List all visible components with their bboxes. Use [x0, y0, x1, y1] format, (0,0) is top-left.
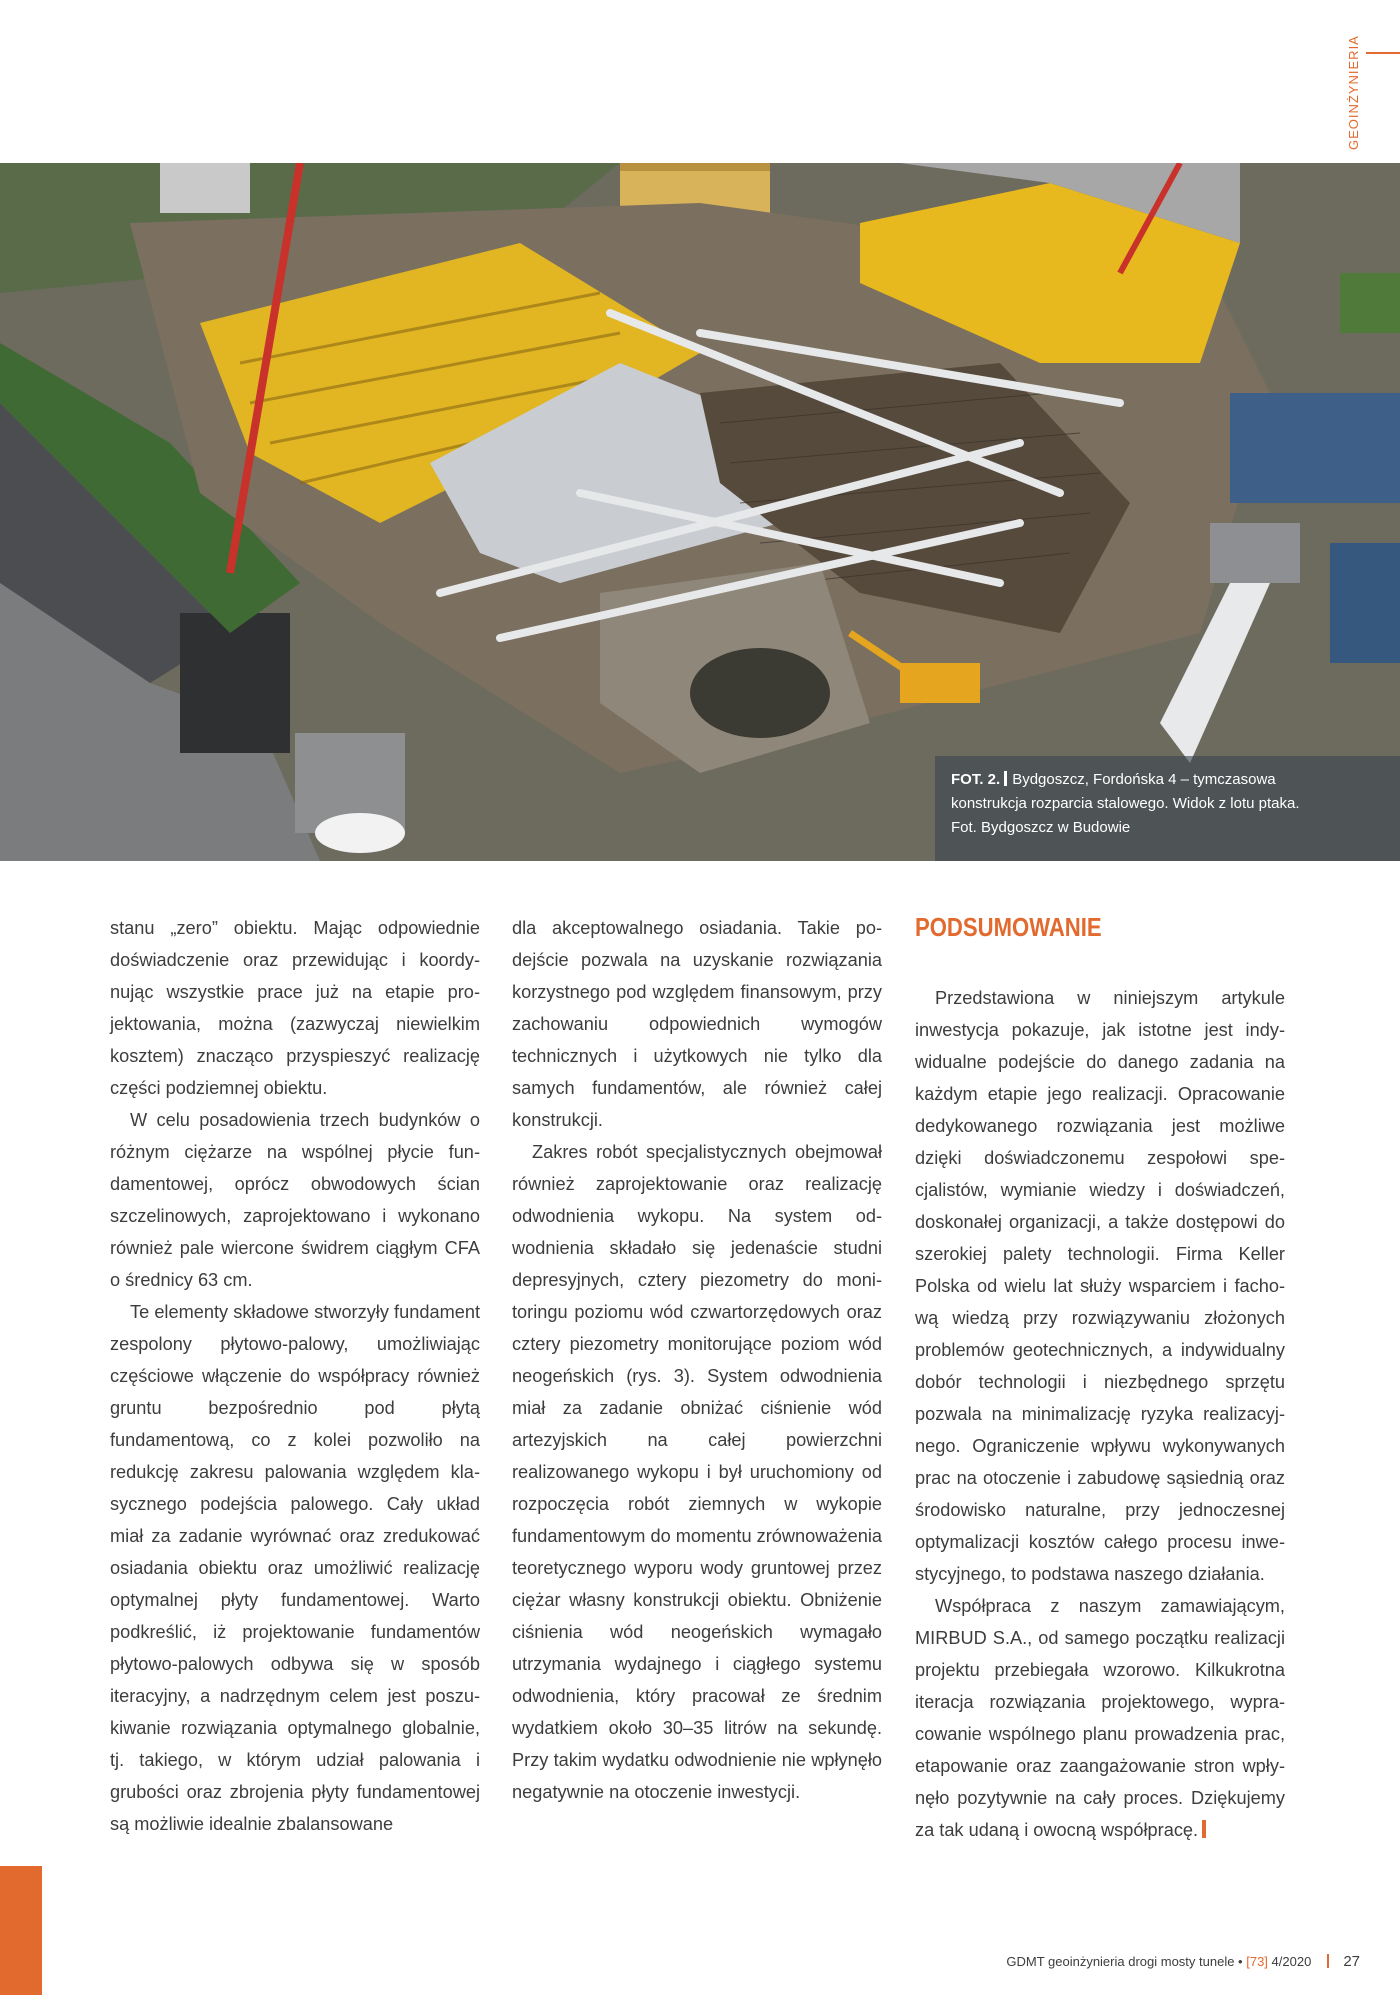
text-column-2 [512, 912, 882, 1808]
summary-heading: PODSUMOWANIE [915, 912, 1102, 942]
footer-issue-number: [73] [1246, 1954, 1268, 1969]
section-tag-rule [1366, 52, 1400, 54]
text-column-1 [110, 912, 480, 1840]
text-column-3 [915, 912, 1285, 1846]
footer-separator [1327, 1954, 1329, 1968]
col2-paragraph-2: Zakres robót specjalistycznych obejmował również zaprojektowanie oraz realizację odwodnienia wykopu. Na system odwodnienia składało się jedenaście studni depresyjnych, cztery piezometry do monitoringu poziomu wód czwartorzędowych oraz cztery piezometry monitorujące poziom wód neogeńskich (rys. 3). System odwodnienia miał za zadanie obniżać ciśnienie wód artezyjskich na całej powierzchni realizowanego wykopu i był uruchomiony od rozpoczęcia robót ziemnych w wykopie fundamentowym do momentu zrównoważenia teoretycznego wyporu wody gruntowej przez ciężar własny konstrukcji obiektu. Obniżenie ciśnienia wód neogeńskich wymagało utrzymania wydajnego i ciągłego systemu odwodnienia, który pracował ze średnim wydatkiem około 30–35 litrów na sekundę. Przy takim wydatku odwodnienie nie wpłynęło negatywnie na otoczenie inwestycji. [512, 1142, 883, 1802]
col3-paragraph-1: Przedstawiona w niniejszym artykule inwestycja pokazuje, jak istotne jest indywidualne podejście do danego zadania na każdym etapie jego realizacji. Opracowanie dedykowanego rozwiązania jest możliwe dzięki doświadczonemu zespołowi specjalistów, wymianie wiedzy i doświadczeń, doskonałej organizacji, a także dostępowi do szerokiej palety technologii. Firma Keller Polska od wielu lat służy wsparciem i fachową wiedzą przy rozwiązywaniu złożonych problemów geotechnicznych, a indywidualny dobór technologii i niezbędnego sprzętu pozwala na minimalizację ryzyka realizacyjnego. Ograniczenie wpływu wykonywanych prac na otoczenie i zabudowę sąsiednią oraz środowisko naturalne, przy jednoczesnej optymalizacji kosztów całego procesu inwestycyjnego, to podstawa naszego działania. [915, 988, 1285, 1584]
article-end-mark [1202, 1820, 1206, 1838]
col1-paragraph-2: W celu posadowienia trzech budynków o różnym ciężarze na wspólnej płycie fundamentowej, oprócz obwodowych ścian szczelinowych, zaprojektowano i wykonano również pale wiercone świdrem ciągłym CFA o średnicy 63 cm. [110, 1110, 480, 1290]
col1-paragraph-3: Te elementy składowe stworzyły fundament zespolony płytowo-palowy, umożliwiając częściowe włączenie do współpracy również gruntu bezpośrednio pod płytą fundamentową, co z kolei pozwoliło na redukcję zakresu palowania względem klasycznego podejścia palowego. Cały układ miał za zadanie wyrównać oraz zredukować osiadania obiektu oraz umożliwić realizację optymalnej płyty fundamentowej. Warto podkreślić, iż projektowanie fundamentów płytowo-palowych odbywa się w sposób iteracyjny, a nadrzędnym celem jest poszukiwanie rozwiązania optymalnego globalnie, tj. takiego, w którym udział palowania i grubości oraz zbrojenia płyty fundamentowej są możliwie idealnie zbalansowane [110, 1302, 480, 1834]
page-footer [0, 1953, 1360, 1970]
footer-issue-date: 4/2020 [1271, 1954, 1312, 1969]
caption-text-2: konstrukcja rozparcia stalowego. Widok z lotu ptaka. [951, 795, 1300, 812]
col3-paragraph-2-text: Współpraca z naszym zamawiającym, MIRBUD S.A., od samego początku realizacji projektu przebiegała wzorowo. Kilkukrotna iteracja rozwiązania projektowego, wypracowanie wspólnego planu prowadzenia prac, etapowanie oraz zaangażowanie stron wpłynęło pozytywnie na cały proces. Dziękujemy za tak udaną i owocną współpracę. [915, 1596, 1285, 1840]
caption-separator [1004, 771, 1007, 786]
caption-label: FOT. 2. [951, 771, 1001, 788]
footer-magazine: GDMT geoinżynieria drogi mosty tunele • [1006, 1954, 1243, 1969]
photo-caption [935, 756, 1400, 861]
caption-text-1: Bydgoszcz, Fordońska 4 – tymczasowa [1012, 771, 1276, 788]
col1-paragraph-1: stanu „zero” obiektu. Mając odpowiednie doświadczenie oraz przewidując i koordynując wszystkie prace już na etapie projektowania, można (zazwyczaj niewielkim kosztem) znacząco przyspieszyć realizację części podziemnej obiektu. [110, 918, 480, 1098]
caption-text-3: Fot. Bydgoszcz w Budowie [951, 819, 1131, 836]
section-tag: GEOINŻYNIERIA [1346, 35, 1361, 150]
page-edge-accent [0, 1866, 42, 1995]
col3-paragraph-2 [915, 1590, 1285, 1846]
col2-paragraph-1: dla akceptowalnego osiadania. Takie podejście pozwala na uzyskanie rozwiązania korzystnego pod względem finansowym, przy zachowaniu odpowiednich wymogów technicznych i użytkowych nie tylko dla samych fundamentów, ale również całej konstrukcji. [512, 918, 882, 1130]
page-number: 27 [1343, 1953, 1360, 1970]
caption-line-1 [951, 768, 1380, 792]
